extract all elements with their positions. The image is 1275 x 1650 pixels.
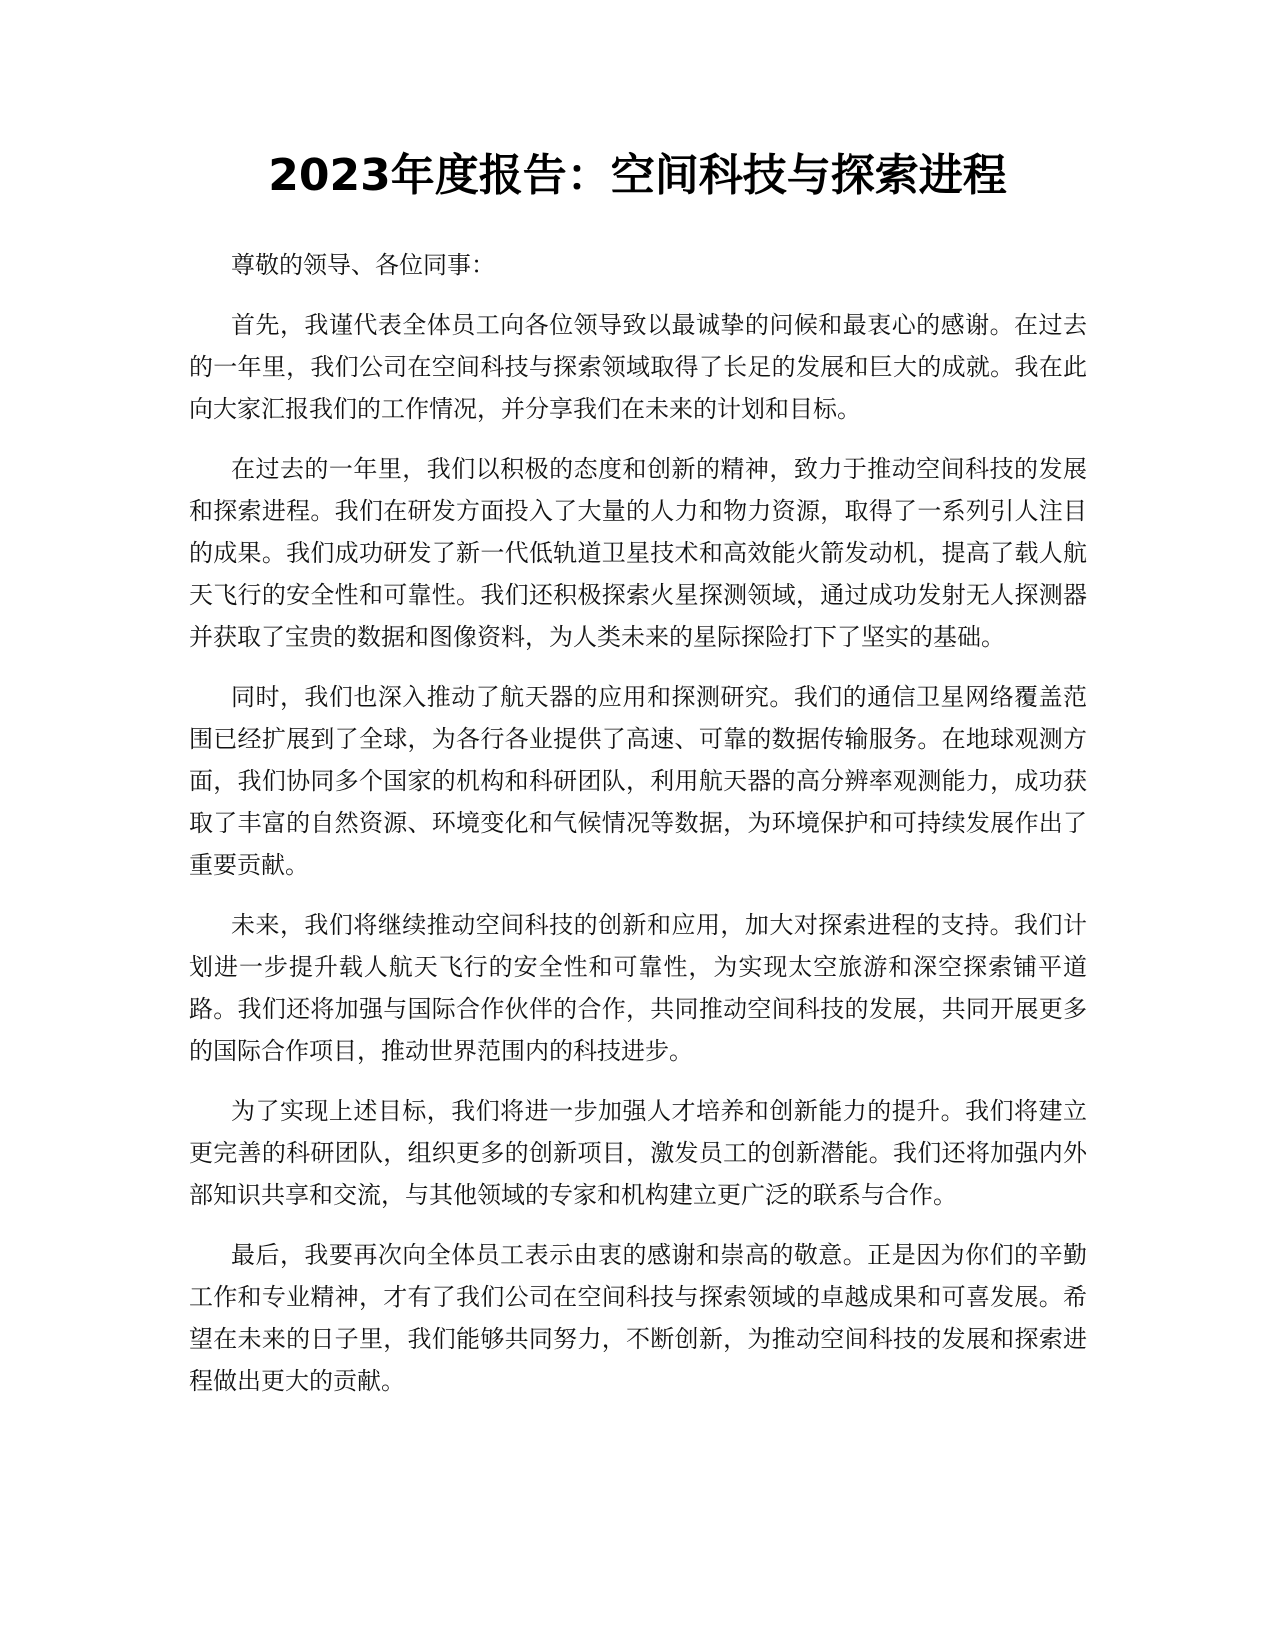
document-body <box>189 244 1087 1420</box>
body-paragraph: 同时，我们也深入推动了航天器的应用和探测研究。我们的通信卫星网络覆盖范围已经扩展到了全球，为各行各业提供了高速、可靠的数据传输服务。在地球观测方面，我们协同多个国家的机构和科研团队，利用航天器的高分辨率观测能力，成功获取了丰富的自然资源、环境变化和气候情况等数据，为环境保护和可持续发展作出了重要贡献。 <box>189 683 1087 879</box>
closing-paragraph: 最后，我要再次向全体员工表示由衷的感谢和崇高的敬意。正是因为你们的辛勤工作和专业精神，才有了我们公司在空间科技与探索领域的卓越成果和可喜发展。希望在未来的日子里，我们能够共同努力，不断创新，为推动空间科技的发展和探索进程做出更大的贡献。 <box>189 1241 1087 1395</box>
body-paragraph: 首先，我谨代表全体员工向各位领导致以最诚挚的问候和最衷心的感谢。在过去的一年里，我们公司在空间科技与探索领域取得了长足的发展和巨大的成就。我在此向大家汇报我们的工作情况，并分享我们在未来的计划和目标。 <box>189 311 1087 423</box>
salutation-paragraph: 尊敬的领导、各位同事： <box>231 251 495 279</box>
body-paragraph: 为了实现上述目标，我们将进一步加强人才培养和创新能力的提升。我们将建立更完善的科研团队，组织更多的创新项目，激发员工的创新潜能。我们还将加强内外部知识共享和交流，与其他领域的专家和机构建立更广泛的联系与合作。 <box>189 1097 1087 1209</box>
body-paragraph: 在过去的一年里，我们以积极的态度和创新的精神，致力于推动空间科技的发展和探索进程。我们在研发方面投入了大量的人力和物力资源，取得了一系列引人注目的成果。我们成功研发了新一代低轨道卫星技术和高效能火箭发动机，提高了载人航天飞行的安全性和可靠性。我们还积极探索火星探测领域，通过成功发射无人探测器并获取了宝贵的数据和图像资料，为人类未来的星际探险打下了坚实的基础。 <box>189 455 1087 651</box>
document-title: 2023年度报告：空间科技与探索进程 <box>268 150 1007 201</box>
body-paragraph: 未来，我们将继续推动空间科技的创新和应用，加大对探索进程的支持。我们计划进一步提升载人航天飞行的安全性和可靠性，为实现太空旅游和深空探索铺平道路。我们还将加强与国际合作伙伴的合作，共同推动空间科技的发展，共同开展更多的国际合作项目，推动世界范围内的科技进步。 <box>189 911 1087 1065</box>
